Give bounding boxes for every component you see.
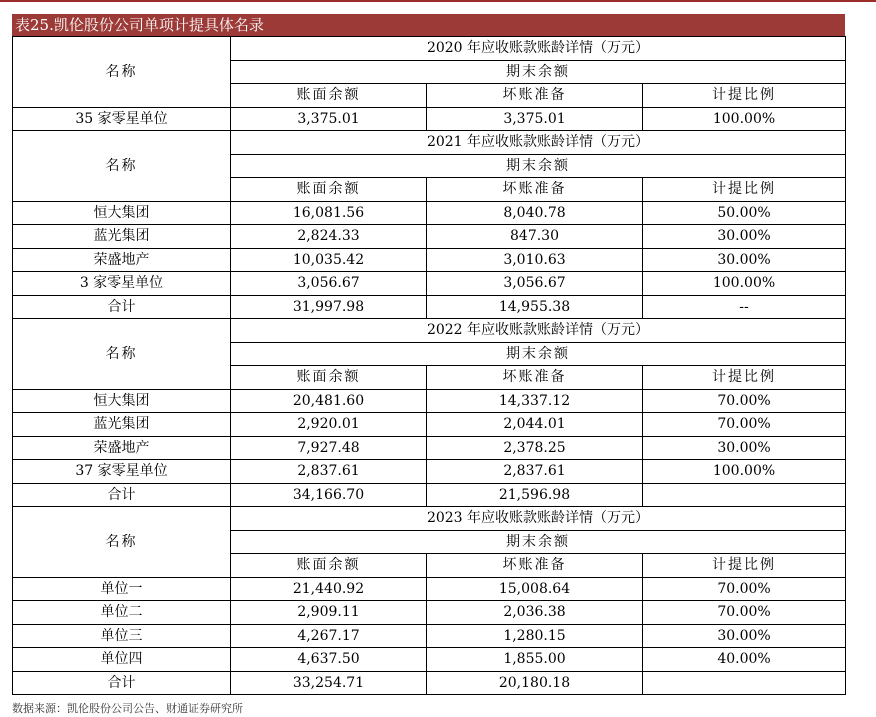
book-balance-header: 账面余额 xyxy=(231,554,427,578)
ratio-value: 30.00% xyxy=(643,624,846,648)
table-row xyxy=(13,225,846,249)
provision-ratio-header: 计提比例 xyxy=(643,178,846,202)
row-name: 35 家零星单位 xyxy=(13,107,231,131)
bad-debt-value: 20,180.18 xyxy=(427,671,643,695)
ratio-value: 100.00% xyxy=(643,107,846,131)
book-balance-value: 34,166.70 xyxy=(231,483,427,507)
book-balance-header: 账面余额 xyxy=(231,366,427,390)
ratio-value: 70.00% xyxy=(643,577,846,601)
ratio-value: 40.00% xyxy=(643,648,846,672)
provision-ratio-header: 计提比例 xyxy=(643,366,846,390)
top-rule xyxy=(0,0,876,2)
bad-debt-value: 14,955.38 xyxy=(427,295,643,319)
table-title: 表25.凯伦股份公司单项计提具体名录 xyxy=(12,14,845,36)
provision-table xyxy=(12,36,846,695)
book-balance-value: 3,056.67 xyxy=(231,272,427,296)
table-row xyxy=(13,460,846,484)
section-title: 2021 年应收账款账龄详情（万元） xyxy=(231,131,846,155)
book-balance-value: 20,481.60 xyxy=(231,389,427,413)
bad-debt-value: 8,040.78 xyxy=(427,201,643,225)
bad-debt-value: 14,337.12 xyxy=(427,389,643,413)
row-name: 单位四 xyxy=(13,648,231,672)
bad-debt-value: 1,280.15 xyxy=(427,624,643,648)
ratio-value xyxy=(643,483,846,507)
ratio-value: 70.00% xyxy=(643,389,846,413)
name-header: 名称 xyxy=(13,37,231,108)
row-name: 蓝光集团 xyxy=(13,413,231,437)
row-name: 蓝光集团 xyxy=(13,225,231,249)
row-name: 荣盛地产 xyxy=(13,436,231,460)
row-name: 3 家零星单位 xyxy=(13,272,231,296)
bad-debt-value: 3,375.01 xyxy=(427,107,643,131)
book-balance-value: 2,824.33 xyxy=(231,225,427,249)
book-balance-value: 4,267.17 xyxy=(231,624,427,648)
row-name: 单位三 xyxy=(13,624,231,648)
row-name: 37 家零星单位 xyxy=(13,460,231,484)
name-header: 名称 xyxy=(13,131,231,202)
book-balance-value: 10,035.42 xyxy=(231,248,427,272)
book-balance-value: 2,920.01 xyxy=(231,413,427,437)
provision-ratio-header: 计提比例 xyxy=(643,554,846,578)
row-name: 单位一 xyxy=(13,577,231,601)
row-name: 恒大集团 xyxy=(13,389,231,413)
row-name: 合计 xyxy=(13,671,231,695)
period-end-balance-header: 期末余额 xyxy=(231,530,846,554)
row-name: 恒大集团 xyxy=(13,201,231,225)
table-row xyxy=(13,389,846,413)
table-row xyxy=(13,201,846,225)
table-row xyxy=(13,601,846,625)
book-balance-value: 2,909.11 xyxy=(231,601,427,625)
book-balance-value: 21,440.92 xyxy=(231,577,427,601)
table-row xyxy=(13,577,846,601)
ratio-value: 100.00% xyxy=(643,272,846,296)
bad-debt-provision-header: 坏账准备 xyxy=(427,84,643,108)
ratio-value: 50.00% xyxy=(643,201,846,225)
book-balance-value: 31,997.98 xyxy=(231,295,427,319)
bad-debt-value: 2,837.61 xyxy=(427,460,643,484)
ratio-value: 70.00% xyxy=(643,601,846,625)
book-balance-value: 3,375.01 xyxy=(231,107,427,131)
period-end-balance-header: 期末余额 xyxy=(231,154,846,178)
ratio-value xyxy=(643,671,846,695)
bad-debt-provision-header: 坏账准备 xyxy=(427,366,643,390)
bad-debt-value: 3,010.63 xyxy=(427,248,643,272)
bad-debt-value: 2,044.01 xyxy=(427,413,643,437)
table-row xyxy=(13,648,846,672)
table-row xyxy=(13,295,846,319)
row-name: 合计 xyxy=(13,483,231,507)
bad-debt-value: 2,378.25 xyxy=(427,436,643,460)
book-balance-header: 账面余额 xyxy=(231,84,427,108)
bad-debt-provision-header: 坏账准备 xyxy=(427,554,643,578)
book-balance-value: 7,927.48 xyxy=(231,436,427,460)
table-row xyxy=(13,107,846,131)
book-balance-value: 4,637.50 xyxy=(231,648,427,672)
table-row xyxy=(13,272,846,296)
ratio-value: -- xyxy=(643,295,846,319)
book-balance-value: 16,081.56 xyxy=(231,201,427,225)
name-header: 名称 xyxy=(13,507,231,578)
row-name: 荣盛地产 xyxy=(13,248,231,272)
row-name: 合计 xyxy=(13,295,231,319)
period-end-balance-header: 期末余额 xyxy=(231,342,846,366)
source-note: 数据来源：凯伦股份公司公告、财通证券研究所 xyxy=(12,702,243,715)
section-title: 2023 年应收账款账龄详情（万元） xyxy=(231,507,846,531)
period-end-balance-header: 期末余额 xyxy=(231,60,846,84)
section-header-row xyxy=(13,131,846,155)
book-balance-header: 账面余额 xyxy=(231,178,427,202)
table-row xyxy=(13,624,846,648)
ratio-value: 70.00% xyxy=(643,413,846,437)
book-balance-value: 33,254.71 xyxy=(231,671,427,695)
bad-debt-value: 1,855.00 xyxy=(427,648,643,672)
book-balance-value: 2,837.61 xyxy=(231,460,427,484)
row-name: 单位二 xyxy=(13,601,231,625)
table-row xyxy=(13,436,846,460)
name-header: 名称 xyxy=(13,319,231,390)
section-header-row xyxy=(13,507,846,531)
section-title: 2020 年应收账款账龄详情（万元） xyxy=(231,37,846,61)
ratio-value: 30.00% xyxy=(643,436,846,460)
bad-debt-value: 3,056.67 xyxy=(427,272,643,296)
bad-debt-provision-header: 坏账准备 xyxy=(427,178,643,202)
table-row xyxy=(13,248,846,272)
bad-debt-value: 15,008.64 xyxy=(427,577,643,601)
section-title: 2022 年应收账款账龄详情（万元） xyxy=(231,319,846,343)
bad-debt-value: 2,036.38 xyxy=(427,601,643,625)
table-row xyxy=(13,483,846,507)
ratio-value: 100.00% xyxy=(643,460,846,484)
section-header-row xyxy=(13,319,846,343)
bad-debt-value: 847.30 xyxy=(427,225,643,249)
table-row xyxy=(13,413,846,437)
provision-ratio-header: 计提比例 xyxy=(643,84,846,108)
ratio-value: 30.00% xyxy=(643,225,846,249)
section-header-row xyxy=(13,37,846,61)
ratio-value: 30.00% xyxy=(643,248,846,272)
bad-debt-value: 21,596.98 xyxy=(427,483,643,507)
table-row xyxy=(13,671,846,695)
